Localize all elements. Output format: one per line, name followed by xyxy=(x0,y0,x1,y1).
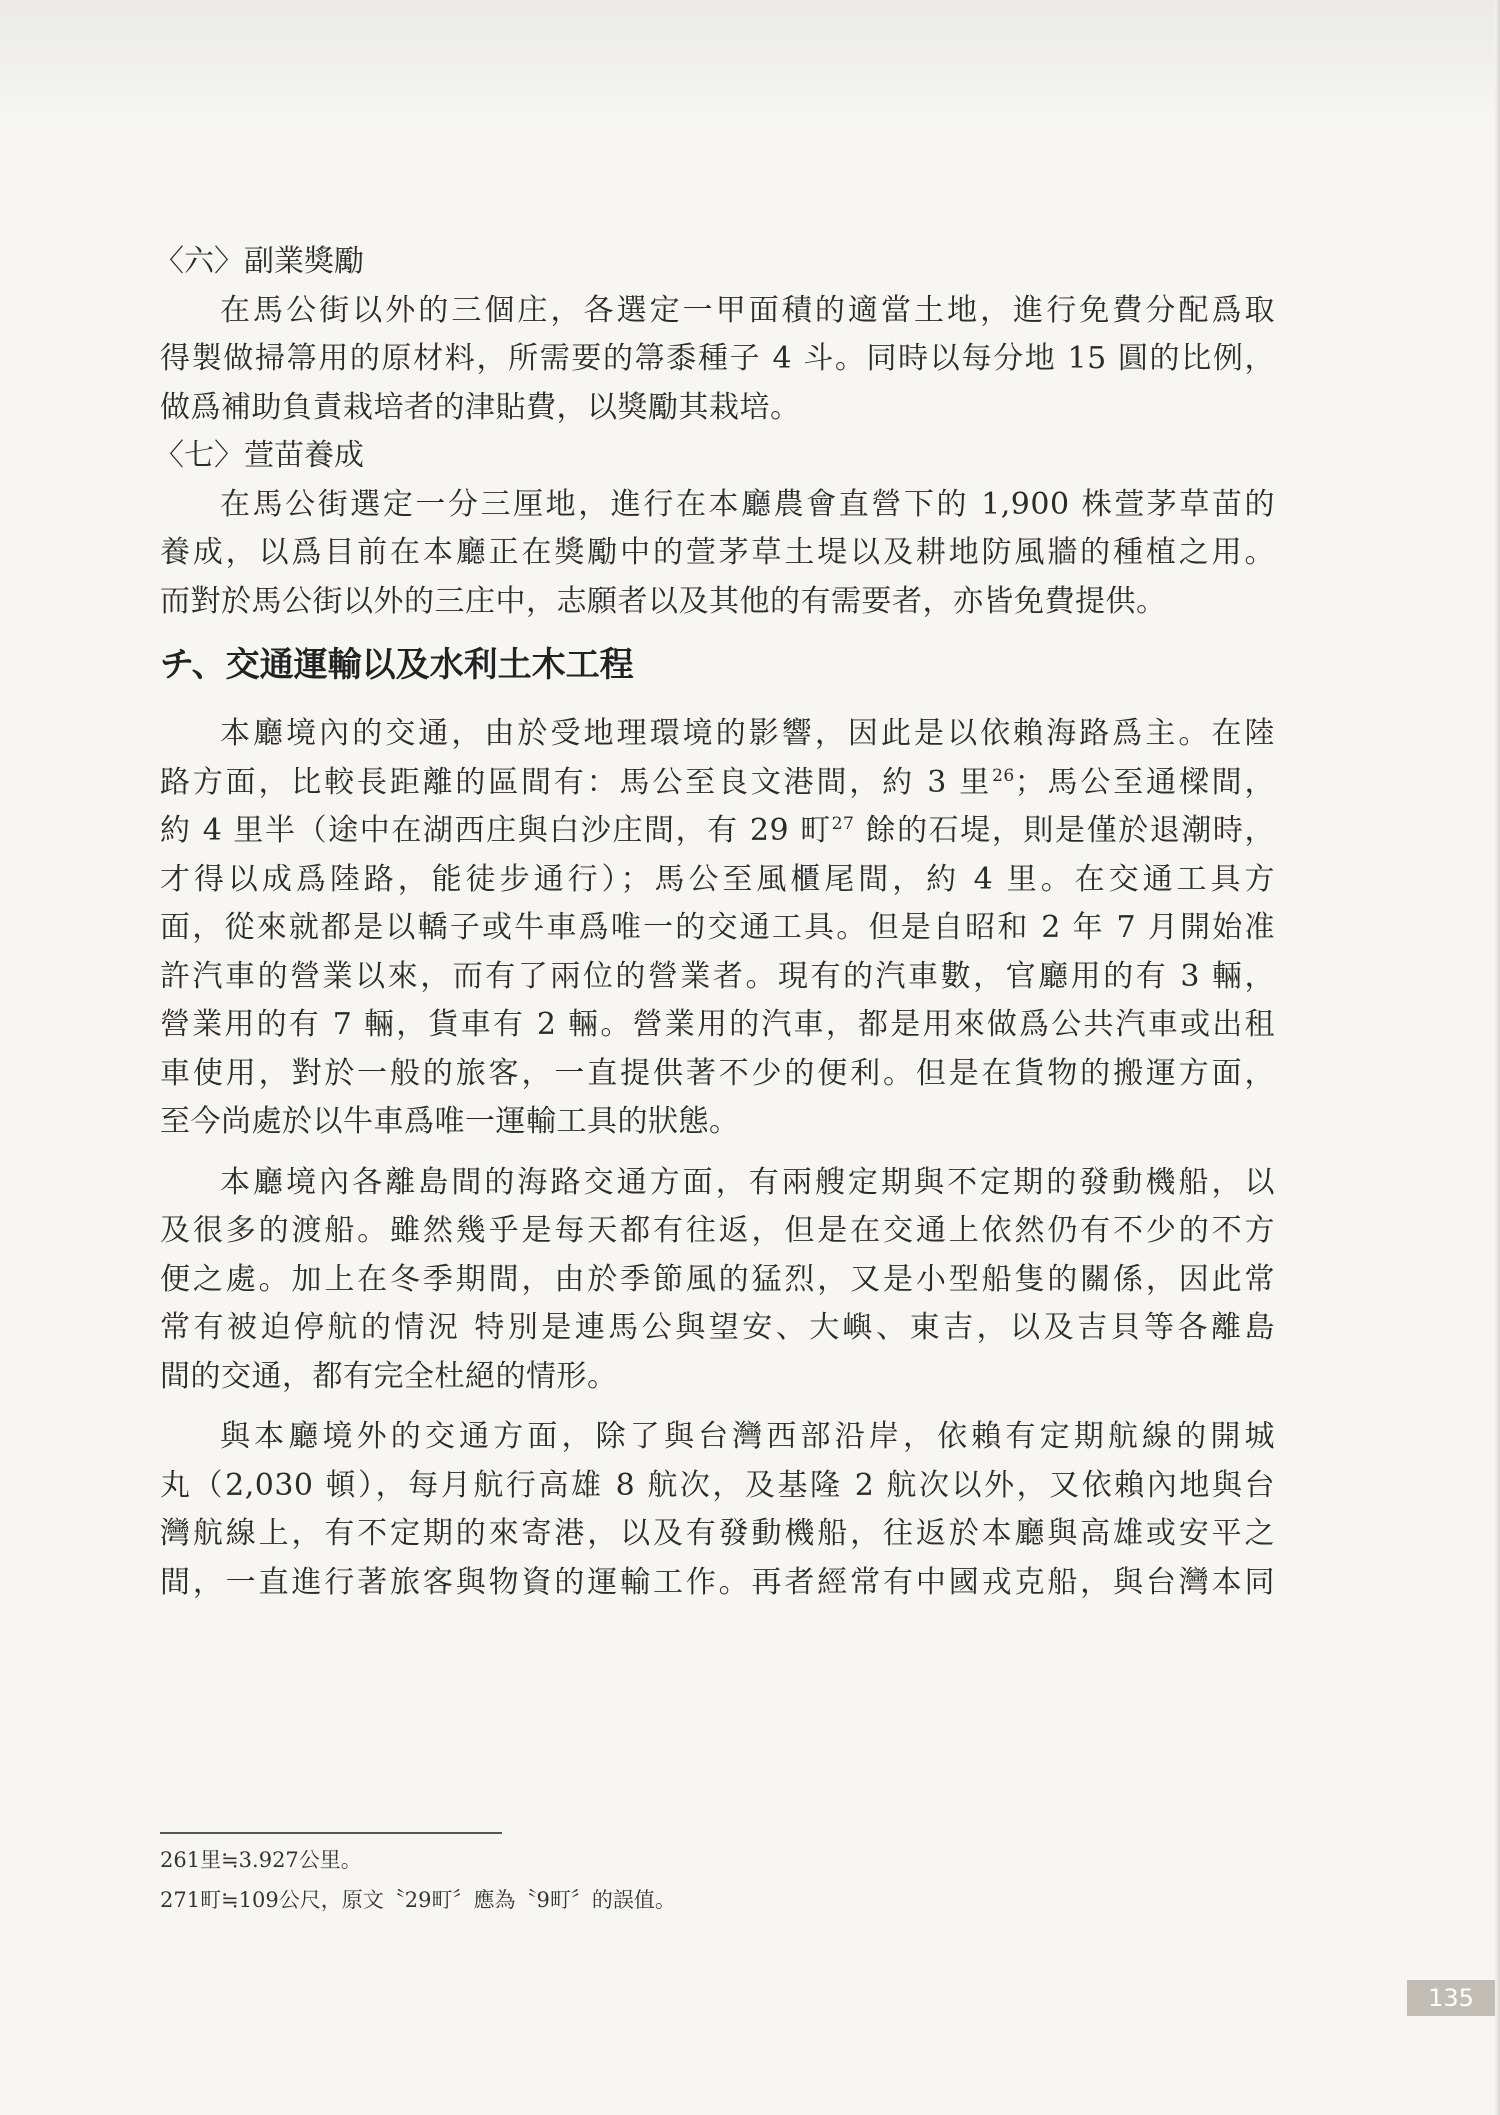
paragraph-2 xyxy=(160,1159,1275,1402)
footnote-ref-26: 26 xyxy=(992,765,1015,786)
footnote-27: 271町≒109公尺，原文〝29町〞應為〝9町〞的誤值。 xyxy=(160,1888,676,1912)
text-line: 在馬公街以外的三個庄，各選定一甲面積的適當土地，進行免費分配爲取 xyxy=(220,292,1275,328)
text-line: 間，一直進行著旅客與物資的運輸工作。再者經常有中國戎克船，與台灣本同 xyxy=(160,1564,1275,1600)
text-run: ；馬公至通樑間， xyxy=(1014,764,1276,800)
text-line: 車使用，對於一般的旅客，一直提供著不少的便利。但是在貨物的搬運方面， xyxy=(160,1055,1275,1091)
text-line: 養成，以爲目前在本廳正在獎勵中的萱茅草土堤以及耕地防風牆的種植之用。 xyxy=(160,535,1275,570)
page-number: 135 xyxy=(1407,1980,1495,2016)
paragraph-1 xyxy=(160,710,1275,1147)
subsection-six xyxy=(154,238,1275,432)
subsection-heading: 〈七〉萱苗養成 xyxy=(154,438,364,473)
text-line: 本廳境內各離島間的海路交通方面，有兩艘定期與不定期的發動機船，以 xyxy=(220,1164,1275,1200)
footnote-ref-27: 27 xyxy=(831,814,855,834)
subsection-seven xyxy=(154,432,1275,626)
paragraph-3 xyxy=(160,1413,1275,1607)
text-line: 便之處。加上在冬季期間，由於季節風的猛烈，又是小型船隻的關係，因此常 xyxy=(160,1261,1275,1297)
text-line: 面，從來就都是以轎子或牛車爲唯一的交通工具。但是自昭和 2 年 7 月開始准 xyxy=(160,910,1275,945)
text-line: 本廳境內的交通，由於受地理環境的影響，因此是以依賴海路爲主。在陸 xyxy=(220,716,1275,751)
text-line: 常有被迫停航的情況 特別是連馬公與望安、大嶼、東吉，以及吉貝等各離島 xyxy=(160,1310,1275,1345)
text-line: 間的交通，都有完全杜絕的情形。 xyxy=(160,1358,618,1394)
text-line: 做爲補助負責栽培者的津貼費，以獎勵其栽培。 xyxy=(160,389,801,425)
footnotes xyxy=(160,1840,1060,1920)
text-line: 至今尚處於以牛車爲唯一運輸工具的狀態。 xyxy=(160,1104,740,1139)
page-body xyxy=(154,238,1276,1607)
text-line: 得製做掃箒用的原材料，所需要的箒黍種子 4 斗。同時以每分地 15 圓的比例， xyxy=(160,341,1275,376)
scan-edge xyxy=(1494,0,1500,2115)
text-line: 丸（2,030 頓），每月航行高雄 8 航次，及基隆 2 航次以外，又依賴內地與台 xyxy=(160,1467,1275,1503)
subsection-heading: 〈六〉副業獎勵 xyxy=(154,244,364,279)
text-line xyxy=(160,807,1275,856)
text-run: 路方面，比較長距離的區間有：馬公至良文港間，約 3 里 xyxy=(160,764,993,800)
scan-top-band xyxy=(0,0,1500,120)
text-line: 在馬公街選定一分三厘地，進行在本廳農會直營下的 1,900 株萱茅草苗的 xyxy=(220,486,1275,522)
text-line xyxy=(160,759,1275,808)
text-line: 許汽車的營業以來，而有了兩位的營業者。現有的汽車數，官廳用的有 3 輛， xyxy=(160,958,1275,994)
footnote-26: 261里≒3.927公里。 xyxy=(160,1848,362,1872)
text-run: 約 4 里半（途中在湖西庄與白沙庄間，有 29 町 xyxy=(160,813,832,848)
footnote-rule xyxy=(160,1832,502,1834)
text-line: 營業用的有 7 輛，貨車有 2 輛。營業用的汽車，都是用來做爲公共汽車或出租 xyxy=(160,1007,1275,1042)
text-line: 才得以成爲陸路，能徒步通行）；馬公至風櫃尾間，約 4 里。在交通工具方 xyxy=(160,861,1275,897)
text-line: 與本廳境外的交通方面，除了與台灣西部沿岸，依賴有定期航線的開城 xyxy=(220,1419,1275,1454)
section-heading: チ、交通運輸以及水利土木工程 xyxy=(160,645,634,685)
text-line: 及很多的渡船。雖然幾乎是每天都有往返，但是在交通上依然仍有不少的不方 xyxy=(160,1213,1275,1248)
text-run: 餘的石堤，則是僅於退潮時， xyxy=(854,813,1275,848)
text-line: 灣航線上，有不定期的來寄港，以及有發動機船，往返於本廳與高雄或安平之 xyxy=(160,1516,1275,1551)
text-line: 而對於馬公街以外的三庄中，志願者以及其他的有需要者，亦皆免費提供。 xyxy=(160,583,1167,619)
